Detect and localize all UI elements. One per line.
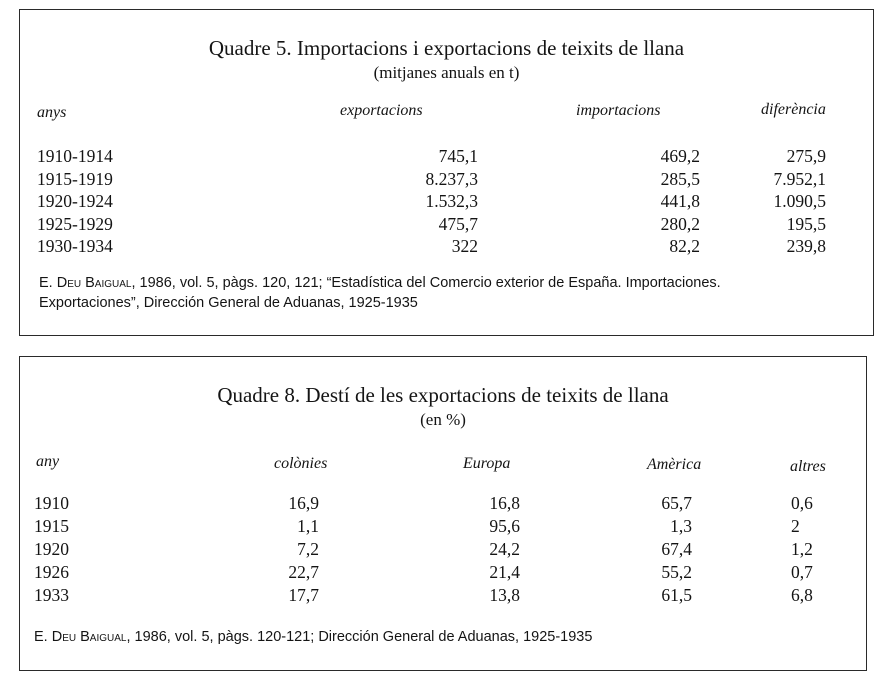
table5-row-4-col-2: 82,2 (669, 236, 700, 256)
table-8-header-america: Amèrica (647, 456, 702, 473)
table5-row-3-col-1: 475,7 (438, 213, 478, 234)
table8-row-2-col-2: 24,2 (489, 539, 520, 559)
table-8-title: Quadre 8. Destí de les exportacions de teixits de llana (217, 383, 669, 407)
table8-row-3-col-0: 1926 (34, 562, 69, 582)
table5-row-3-col-2: 280,2 (660, 213, 700, 234)
table-8-subtitle: (en %) (420, 410, 466, 429)
table-8-header-europa: Europa (463, 455, 511, 472)
table5-row-4-col-3: 239,8 (786, 236, 826, 256)
table5-row-0-col-1: 745,1 (438, 146, 478, 166)
table8-row-0-col-4: 0,6 (791, 493, 813, 513)
table-5-subtitle: (mitjanes anuals en t) (373, 63, 520, 82)
table5-row-4-col-1: 322 (451, 236, 478, 256)
table5-row-4-col-0: 1930-1934 (37, 236, 113, 256)
table-8-header-any: any (36, 453, 60, 470)
table8-row-1-col-1: 1,1 (297, 516, 319, 536)
table5-row-2-col-3: 1.090,5 (773, 191, 826, 211)
table5-row-1-col-1: 8.237,3 (425, 168, 478, 189)
table8-row-1-col-3: 1,3 (670, 516, 692, 536)
table8-row-3-col-1: 22,7 (288, 562, 319, 582)
table5-row-3-col-3: 195,5 (786, 213, 826, 234)
table-5-header-exportacions: exportacions (340, 102, 423, 119)
table5-row-0-col-0: 1910-1914 (37, 146, 113, 166)
table-5-header-anys: anys (37, 104, 67, 121)
table8-row-3-col-2: 21,4 (489, 562, 520, 582)
table5-row-1-col-0: 1915-1919 (37, 168, 113, 189)
table8-row-1-col-2: 95,6 (489, 516, 520, 536)
table-8-source (34, 627, 592, 647)
table-8-source-author: E. Deu Baigual (34, 629, 127, 645)
table8-row-4-col-0: 1933 (34, 585, 69, 605)
table8-row-3-col-4: 0,7 (791, 562, 813, 582)
table8-row-1-col-0: 1915 (34, 516, 69, 536)
table-8-header-colonies: colònies (274, 455, 328, 472)
table5-row-2-col-2: 441,8 (660, 191, 700, 211)
table-5-source-line2: Exportaciones”, Dirección General de Aduanas, 1925-1935 (39, 295, 418, 311)
table5-row-0-col-3: 275,9 (786, 146, 826, 166)
table8-row-4-col-2: 13,8 (489, 585, 520, 605)
table-5-source (39, 273, 721, 313)
table-8-source-line1: , 1986, vol. 5, pàgs. 120-121; Dirección General de Aduanas, 1925-1935 (126, 629, 593, 645)
table-5-header-diferencia: diferència (761, 101, 826, 118)
table8-row-0-col-2: 16,8 (489, 493, 520, 513)
table5-row-2-col-0: 1920-1924 (37, 191, 113, 211)
table5-row-2-col-1: 1.532,3 (425, 191, 478, 211)
table5-row-1-col-2: 285,5 (660, 168, 700, 189)
table-5-box (19, 9, 874, 336)
table8-row-4-col-4: 6,8 (791, 585, 813, 605)
table5-row-1-col-3: 7.952,1 (773, 168, 826, 189)
table-8-box (19, 356, 867, 671)
table-8-header-altres: altres (790, 458, 826, 475)
table8-row-4-col-1: 17,7 (288, 585, 319, 605)
table-5-title: Quadre 5. Importacions i exportacions de teixits de llana (208, 36, 685, 60)
table5-row-3-col-0: 1925-1929 (37, 213, 113, 234)
table-5-source-author: E. Deu Baigual (39, 275, 132, 291)
table8-row-1-col-4: 2 (791, 516, 800, 536)
table5-row-0-col-2: 469,2 (660, 146, 700, 166)
table8-row-3-col-3: 55,2 (661, 562, 692, 582)
table8-row-4-col-3: 61,5 (661, 585, 692, 605)
table8-row-2-col-3: 67,4 (661, 539, 692, 559)
table8-row-2-col-4: 1,2 (791, 539, 813, 559)
table8-row-0-col-0: 1910 (34, 493, 69, 513)
table-5-header-importacions: importacions (576, 102, 661, 119)
table8-row-2-col-0: 1920 (34, 539, 69, 559)
table8-row-0-col-1: 16,9 (288, 493, 319, 513)
table8-row-2-col-1: 7,2 (297, 539, 319, 559)
table-5-source-line1: , 1986, vol. 5, pàgs. 120, 121; “Estadística del Comercio exterior de España. Importaciones. (131, 275, 721, 291)
table8-row-0-col-3: 65,7 (661, 493, 692, 513)
